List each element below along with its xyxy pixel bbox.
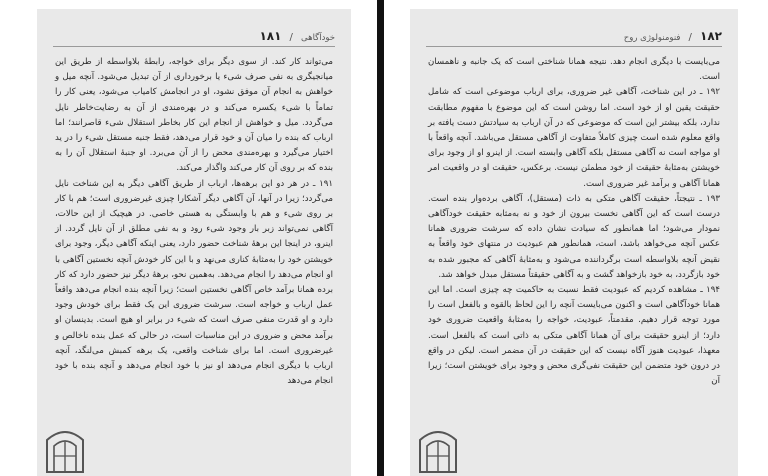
running-title: خودآگاهی bbox=[301, 33, 335, 43]
paragraph: ۱۹۱ ـ در هر دو این برهه‌ها، ارباب از طریق آگاهی دیگر به این شناخت نایل می‌گردد؛ زیرا در آنها، آن آگاهی دیگر آشکارا چیزی غیرضروری است؛ هم با کار بر روی شیء و هم با وابستگی به هستی خاصی. در هیچیک از این حالات، آگاهی نمی‌تواند زبر بار وجود شیء رود و به نفی مطلق از آن نایل گردد. از اینرو، در اینجا این برههٔ شناخت حضور دارد، یعنی اینکه آگاهی دیگر، وجود برای خویشتن خود را به‌مثابهٔ کناری می‌نهد و با این کار خودش آنچه نخستین آگاهی با او انجام می‌دهد را انجام می‌دهد. به‌همین نحو، برههٔ دیگر نیز حضور دارد که کار برده همانا برآمد خاص آگاهی نخستین است؛ زیرا آنچه بنده انجام می‌دهد واقعاً عمل ارباب و خواجه است. سرشت ضروری این یک فقط برای خودش وجود دارد و او قدرت منفی صرف است که شیء در برابر او هیچ است. بدینسان او برآمد محض و ضروری در این مناسبات است، در حالی که عمل بنده ناخالص و غیرضروری است. اما برای شناخت واقعی، یک برهه کمبش می‌لنگد، آنچه ارباب با دیگری انجام می‌دهد او نیز با خود انجام می‌دهد و آنچه بنده با خود انجام می‌دهد bbox=[55, 178, 333, 387]
header-separator: / bbox=[289, 32, 293, 43]
page-number-group bbox=[624, 25, 722, 44]
page-number: ۱۸۲ bbox=[700, 29, 722, 43]
page-header bbox=[426, 22, 722, 47]
book-page-left bbox=[37, 9, 351, 476]
paragraph: می‌تواند کار کند. از سوی دیگر برای خواجه، رابطهٔ بلاواسطه از طریق این میانجیگری به نفی صرف شیء یا برخورداری از آن تبدیل می‌شود. آنچه میل و خواهش به انجام آن موفق نشود، او در انجامش کامیاب می‌شود، یعنی کار را تماماً با شیء یکسره می‌کند و در بهره‌مندی از آن به رضایت‌خاطر نایل می‌گردد. میل و خواهش از انجام این کار بخاطر استقلال شیء قاصرانند؛ اما ارباب که بنده را میان آن و خود قرار می‌دهد، فقط جنبه مستقل شیء را در ید اختیار می‌گیرد و بهره‌مندی محض را از آن می‌برد. او جنبهٔ استقلال آن را به بنده که بر روی آن کار می‌کند واگذار می‌کند. bbox=[55, 57, 333, 174]
running-title: فنومنولوژی روح bbox=[623, 33, 681, 43]
book-page-right bbox=[410, 9, 738, 476]
paragraph: ۱۹۲ ـ در این شناخت، آگاهی غیر ضروری، برای ارباب موضوعی است که شامل حقیقت یقین او از خود است. اما روشن است که این موضوع با مفهوم مطابقت ندارد، بلکه بیشتر این است که موضوعی که در آن ارباب به سیادتش دست یافته بر واقع معلوم شده است چیزی کاملاً متفاوت از آگاهی مستقل می‌باشد. آنچه واقعاً با او مواجه است نه آگاهی مستقل بلکه آگاهی وابسته است. از اینرو او از وجود برای خویشتن به‌مثابهٔ حقیقت از خود مطمئن نیست. برعکس، حقیقت او در واقعیت امر همانا آگاهی و برآمد غیر ضروری است. bbox=[428, 87, 720, 189]
library-emblem-icon bbox=[416, 422, 460, 474]
page-number-group bbox=[259, 25, 335, 44]
book-spine-divider bbox=[377, 0, 384, 476]
page-body bbox=[55, 55, 333, 389]
page-number: ۱۸۱ bbox=[259, 29, 282, 43]
page-body bbox=[428, 55, 720, 389]
page-header bbox=[53, 22, 335, 47]
header-separator: / bbox=[688, 32, 692, 43]
paragraph: ۱۹۴ ـ مشاهده کردیم که عبودیت فقط نسبت به حاکمیت چه چیزی است. اما این همانا خودآگاهی است و اکنون می‌بایست آنچه را این لحاظ بالقوه و بالفعل است را مورد توجه قرار دهیم. مقدمتاً، عبودیت، خواجه را به‌مثابهٔ واقعیت ضروری خود دارد؛ از اینرو حقیقت برای آن همانا آگاهی متکی به ذاتی است که بالفعل است. معهذا، عبودیت هنوز آگاه نیست که این حقیقت در آن مضمر است. لیکن در واقع در درون خود متضمن این حقیقت نفی‌گری محض و وجود برای خویشتن است؛ زیرا آن bbox=[428, 285, 720, 387]
library-emblem-icon bbox=[43, 422, 87, 474]
paragraph: ۱۹۳ ـ نتیجتاً، حقیقت آگاهی متکی به ذات (مستقل)، آگاهی برده‌وار بنده است. درست است که این آگاهی نخست بیرون از خود و نه به‌مثابه حقیقت خودآگاهی نمودار می‌شود؛ اما همانطور که سیادت نشان داده که سرشت ضروری همانا عکس آنچه می‌خواهد باشد، است، همانطور هم عبودیت در منتهای خود واقعاً به نقیض آنچه بلاواسطه است برگرداننده می‌شود و به‌مثابهٔ آگاهی که مجبور شده به خود بازگردد، به خود بازخواهد گشت و به آگاهی حقیقتاً مستقل مبدل خواهد شد. bbox=[428, 193, 720, 280]
paragraph: می‌بایست با دیگری انجام دهد. نتیجه همانا شناختی است که یک جانبه و ناهمسان است. bbox=[428, 57, 720, 83]
